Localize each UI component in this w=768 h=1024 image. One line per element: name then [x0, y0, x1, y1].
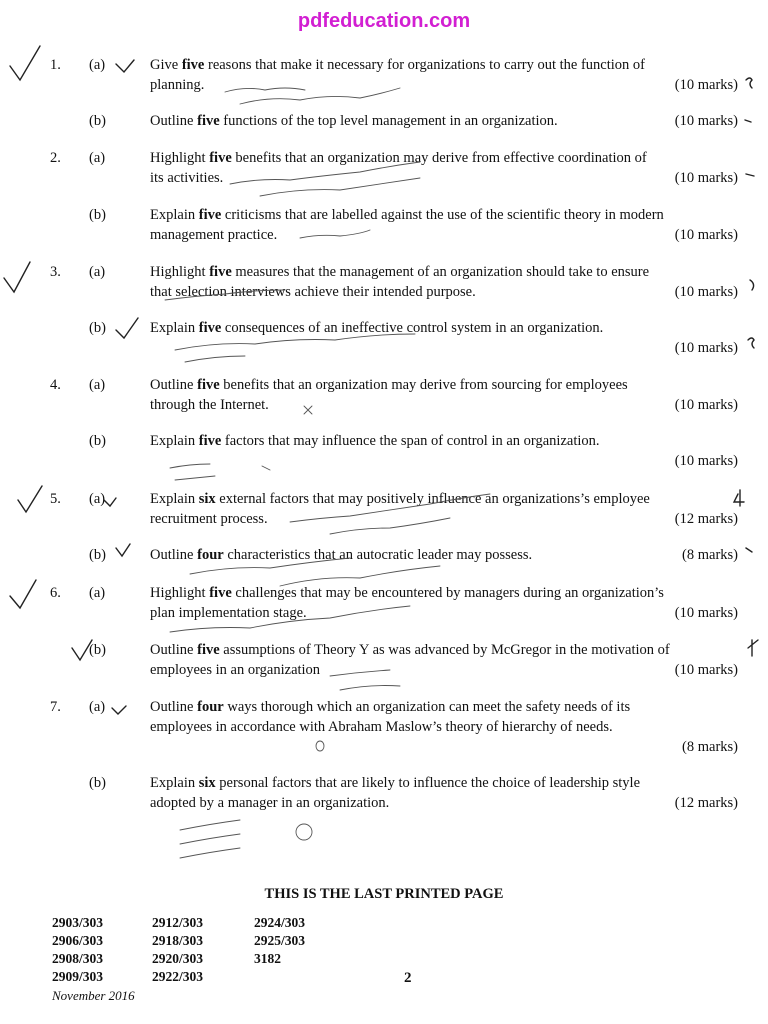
question-line: through the Internet.: [150, 397, 269, 413]
question-number: 2.: [50, 150, 61, 166]
question-line: planning.: [150, 77, 205, 93]
margin-score: [745, 120, 751, 122]
paper-code: [254, 968, 354, 986]
margin-score: [750, 280, 754, 290]
question-line: Outline four characteristics that an autocratic leader may possess.: [150, 547, 533, 563]
handwritten-note: [316, 741, 324, 751]
paper-code: 2909/303: [52, 969, 104, 984]
paper-code: 2920/303: [152, 951, 204, 966]
last-page-notice: THIS IS THE LAST PRINTED PAGE: [264, 886, 504, 902]
question-number: 5.: [50, 491, 61, 507]
question-text: [150, 773, 670, 813]
question-line: Outline five assumptions of Theory Y as was advanced by McGregor in the motivation of: [150, 642, 670, 658]
question-marks: (12 marks): [674, 795, 738, 811]
question-number: 1.: [50, 57, 61, 73]
paper-code: 2906/303: [52, 933, 104, 948]
question-text: [150, 111, 670, 131]
question-line: plan implementation stage.: [150, 605, 307, 621]
handwritten-note: [180, 834, 240, 844]
question-line: Explain five criticisms that are labelled against the use of the scientific theory in modern: [150, 207, 664, 223]
tick-mark: [18, 486, 42, 512]
paper-code: 2918/303: [152, 933, 204, 948]
question-part: (b): [89, 113, 106, 129]
question-part: (b): [89, 207, 106, 223]
question-line: Give five reasons that make it necessary for organizations to carry out the function of: [150, 57, 645, 73]
question-part: (b): [89, 320, 106, 336]
margin-score: [746, 78, 752, 88]
question-text: [150, 375, 670, 415]
question-text: [150, 640, 670, 680]
question-text: [150, 545, 670, 565]
tick-mark: [104, 498, 116, 506]
question-marks: (8 marks): [682, 547, 738, 563]
question-part: (a): [89, 150, 106, 166]
handwritten-note: [262, 466, 270, 470]
question-line: Highlight five benefits that an organization may derive from effective coordination of: [150, 150, 647, 166]
question-marks: (10 marks): [674, 77, 738, 93]
question-part: (b): [89, 547, 106, 563]
question-line: adopted by a manager in an organization.: [150, 795, 390, 811]
question-text: [150, 148, 670, 188]
handwritten-note: [296, 824, 312, 840]
question-text: [150, 262, 670, 302]
question-marks: (10 marks): [674, 227, 738, 243]
tick-mark: [116, 60, 134, 72]
question-text: [150, 697, 670, 737]
question-text: [150, 205, 670, 245]
question-marks: (10 marks): [674, 113, 738, 129]
handwritten-note: [170, 464, 210, 468]
question-text: [150, 55, 670, 95]
tick-mark: [116, 544, 130, 556]
question-line: Highlight five challenges that may be encountered by managers during an organization’s: [150, 585, 664, 601]
tick-mark: [10, 580, 36, 608]
site-header[interactable]: [0, 10, 768, 33]
question-line: its activities.: [150, 170, 224, 186]
question-number: 7.: [50, 699, 61, 715]
paper-code: 2925/303: [254, 933, 306, 948]
question-line: Outline five benefits that an organization may derive from sourcing for employees: [150, 377, 628, 393]
question-marks: (10 marks): [674, 453, 738, 469]
question-marks: (12 marks): [674, 511, 738, 527]
question-marks: (10 marks): [674, 662, 738, 678]
handwritten-note: [340, 686, 400, 691]
question-line: that selection interviews achieve their intended purpose.: [150, 284, 476, 300]
question-text: [150, 583, 670, 623]
question-part: (a): [89, 585, 106, 601]
question-part: (a): [89, 377, 106, 393]
question-number: 6.: [50, 585, 61, 601]
question-line: employees in accordance with Abraham Maslow’s theory of hierarchy of needs.: [150, 719, 613, 735]
page-number: 2: [404, 970, 412, 986]
question-part: (b): [89, 433, 106, 449]
question-marks: (10 marks): [674, 284, 738, 300]
question-text: [150, 489, 670, 529]
question-line: Explain six personal factors that are likely to influence the choice of leadership style: [150, 775, 641, 791]
question-marks: (10 marks): [674, 397, 738, 413]
paper-code: 3182: [254, 951, 281, 966]
paper-code: 2908/303: [52, 951, 104, 966]
exam-date: November 2016: [52, 988, 135, 1003]
question-part: (a): [89, 57, 106, 73]
question-number: 3.: [50, 264, 61, 280]
question-part: (b): [89, 775, 106, 791]
question-line: Explain five factors that may influence the span of control in an organization.: [150, 433, 600, 449]
question-part: (a): [89, 264, 106, 280]
handwritten-note: [180, 848, 240, 858]
question-part: (a): [89, 699, 106, 715]
paper-code: 2922/303: [152, 969, 204, 984]
question-marks: (10 marks): [674, 605, 738, 621]
question-line: Highlight five measures that the management of an organization should take to ensure: [150, 264, 650, 280]
question-text: [150, 318, 670, 338]
paper-code: 2912/303: [152, 915, 204, 930]
handwritten-note: [175, 476, 215, 480]
question-line: Explain six external factors that may positively influence an organizations’s employee: [150, 491, 650, 507]
question-part: (b): [89, 642, 106, 658]
tick-mark: [112, 706, 126, 714]
margin-score: [746, 174, 754, 176]
paper-codes: [52, 914, 354, 986]
margin-score: [734, 490, 744, 506]
question-marks: (8 marks): [682, 739, 738, 755]
paper-code: 2924/303: [254, 915, 306, 930]
question-line: recruitment process.: [150, 511, 268, 527]
question-line: Explain five consequences of an ineffective control system in an organization.: [150, 320, 604, 336]
question-number: 4.: [50, 377, 61, 393]
question-line: management practice.: [150, 227, 278, 243]
tick-mark: [116, 318, 138, 338]
question-part: (a): [89, 491, 106, 507]
question-line: employees in an organization: [150, 662, 321, 678]
question-marks: (10 marks): [674, 170, 738, 186]
handwritten-note: [180, 820, 240, 830]
margin-score: [748, 338, 754, 348]
tick-mark: [4, 262, 30, 292]
question-marks: (10 marks): [674, 340, 738, 356]
margin-score: [746, 548, 752, 552]
site-url[interactable]: pdfeducation.com: [297, 10, 471, 32]
tick-mark: [10, 46, 40, 80]
handwritten-note: [185, 356, 245, 362]
question-line: Outline four ways thorough which an organization can meet the safety needs of its: [150, 699, 631, 715]
margin-score: [748, 640, 758, 656]
question-line: Outline five functions of the top level management in an organization.: [150, 113, 558, 129]
question-text: [150, 431, 670, 451]
paper-code: 2903/303: [52, 915, 104, 930]
